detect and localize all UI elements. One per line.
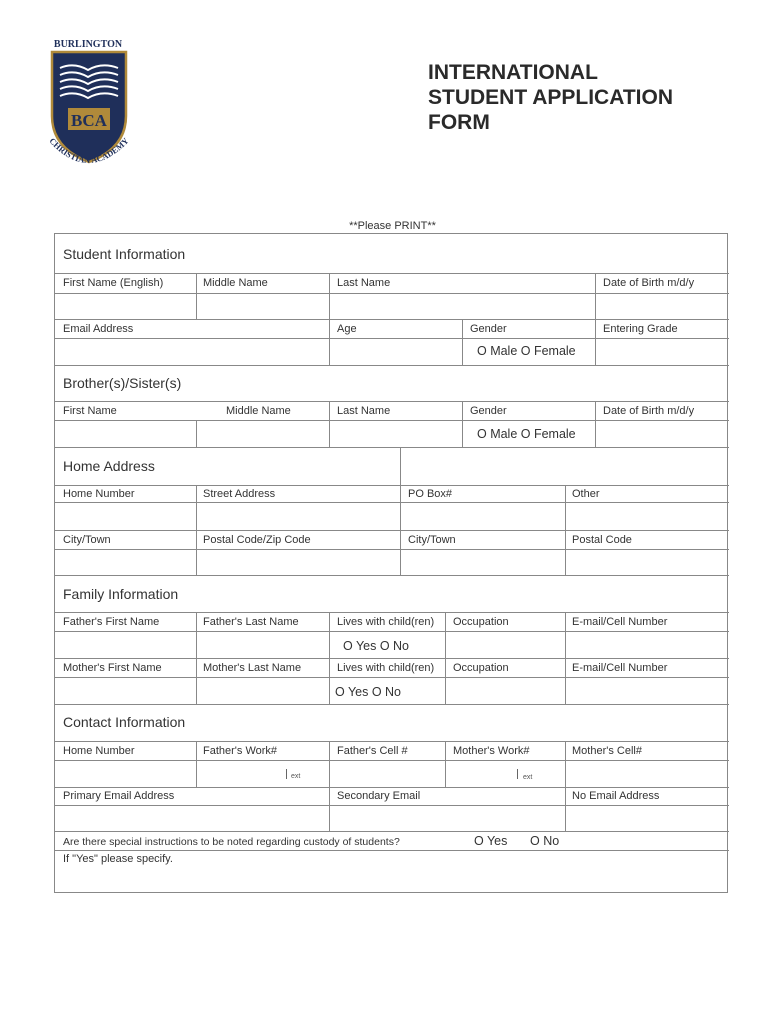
father-last-field[interactable] [197,632,329,658]
logo-monogram: BCA [71,111,107,130]
mother-email-cell-label: E-mail/Cell Number [572,662,668,674]
father-lives-options[interactable]: O Yes O No [343,639,410,653]
student-email-field[interactable] [55,339,329,365]
father-email-cell-label: E-mail/Cell Number [572,616,668,628]
father-email-cell-field[interactable] [566,632,729,658]
primary-email-label: Primary Email Address [63,790,175,802]
student-section-title: Student Information [63,246,186,262]
family-section-title: Family Information [63,586,179,602]
father-lives-label: Lives with child(ren) [337,616,435,628]
student-first-name-field[interactable] [55,294,196,319]
contact-home-number-label: Home Number [63,745,135,757]
street-address-field[interactable] [197,503,400,530]
city2-label: City/Town [408,534,456,546]
school-logo [40,38,140,188]
title-line-3: FORM [428,111,490,134]
po-box-label: PO Box# [408,488,453,500]
student-first-name-label: First Name (English) [63,277,164,289]
postal-zip-field[interactable] [197,550,400,575]
sibling-middle-name-label: Middle Name [226,405,291,417]
student-middle-name-field[interactable] [197,294,329,319]
primary-email-field[interactable] [55,806,329,831]
mother-email-cell-field[interactable] [566,678,729,704]
mother-cell-field[interactable] [566,761,729,787]
city2-field[interactable] [401,550,565,575]
mother-lives-label: Lives with child(ren) [337,662,435,674]
street-address-label: Street Address [203,488,276,500]
logo-top-text: BURLINGTON [53,39,123,50]
student-middle-name-label: Middle Name [203,277,268,289]
student-last-name-label: Last Name [337,277,391,289]
sibling-last-name-label: Last Name [337,405,391,417]
postal-zip-label: Postal Code/Zip Code [203,534,311,546]
po-box-field[interactable] [401,503,565,530]
contact-section-title: Contact Information [63,714,186,730]
secondary-email-label: Secondary Email [337,790,421,802]
title-line-1: INTERNATIONAL [428,61,598,84]
student-dob-label: Date of Birth m/d/y [603,277,695,289]
mother-ext-label: ext [523,774,533,781]
student-age-field[interactable] [330,339,462,365]
logo-bottom-text: CHRISTIAN ACADEMY [47,135,131,166]
print-instruction: **Please PRINT** [349,220,436,232]
postal-code-label: Postal Code [572,534,632,546]
sibling-dob-label: Date of Birth m/d/y [603,405,695,417]
sibling-first-name-label: First Name [63,405,117,417]
mother-first-label: Mother's First Name [63,662,162,674]
sibling-gender-options[interactable]: O Male O Female [477,427,576,441]
siblings-section-title: Brother(s)/Sister(s) [63,375,182,391]
father-first-label: Father's First Name [63,616,160,628]
other-field[interactable] [566,503,729,530]
student-email-label: Email Address [63,323,134,335]
city-label: City/Town [63,534,111,546]
home-number-label: Home Number [63,488,135,500]
form-title [428,60,673,135]
title-line-2: STUDENT APPLICATION [428,86,673,109]
sibling-name-field[interactable] [197,421,329,447]
custody-yes-option[interactable]: O Yes [474,834,508,848]
custody-no-option[interactable]: O No [530,834,560,848]
student-dob-field[interactable] [596,294,729,319]
mother-occupation-label: Occupation [453,662,509,674]
father-occupation-label: Occupation [453,616,509,628]
other-label: Other [572,488,600,500]
student-gender-options[interactable]: O Male O Female [477,344,576,358]
father-last-label: Father's Last Name [203,616,299,628]
father-first-field[interactable] [55,632,196,658]
father-cell-field[interactable] [330,761,445,787]
secondary-email-field[interactable] [330,806,565,831]
postal-code-field[interactable] [566,550,729,575]
student-age-label: Age [337,323,357,335]
mother-work-label: Mother's Work# [453,745,530,757]
father-work-label: Father's Work# [203,745,278,757]
sibling-gender-label: Gender [470,405,507,417]
custody-specify-field[interactable] [55,866,729,892]
student-last-name-field[interactable] [330,294,595,319]
address-section-title: Home Address [63,458,155,474]
father-ext-label: ext [291,773,301,780]
father-cell-label: Father's Cell # [337,745,408,757]
contact-home-number-field[interactable] [55,761,196,787]
father-work-field[interactable] [197,761,329,787]
student-grade-label: Entering Grade [603,323,678,335]
mother-occupation-field[interactable] [446,678,565,704]
application-form [54,233,728,893]
city-field[interactable] [55,550,196,575]
student-gender-label: Gender [470,323,507,335]
father-occupation-field[interactable] [446,632,565,658]
mother-cell-label: Mother's Cell# [572,745,642,757]
no-email-label: No Email Address [572,790,660,802]
mother-work-field[interactable] [446,761,565,787]
mother-last-field[interactable] [197,678,329,704]
mother-first-field[interactable] [55,678,196,704]
mother-last-label: Mother's Last Name [203,662,302,674]
no-email-field[interactable] [566,806,729,831]
specify-label: If "Yes" please specify. [63,853,173,865]
custody-question: Are there special instructions to be noted regarding custody of students? [63,836,400,848]
home-number-field[interactable] [55,503,196,530]
mother-lives-options[interactable]: O Yes O No [335,685,402,699]
